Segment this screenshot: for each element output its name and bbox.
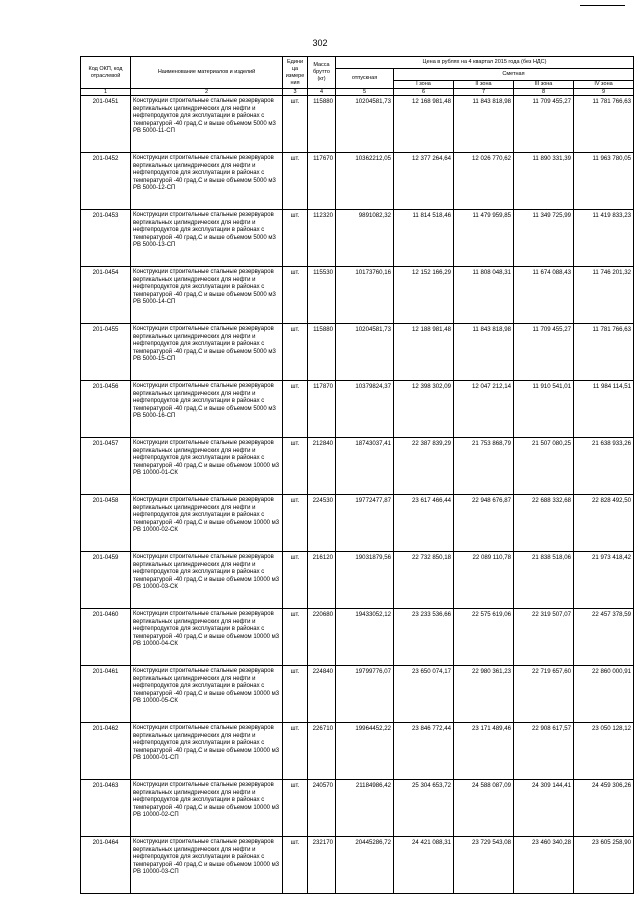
header-zone-4: IV зона: [574, 81, 634, 89]
row-zone-4-price: 11 781 766,63: [574, 96, 634, 153]
row-unit: шт.: [283, 324, 308, 381]
row-zone-3-price: 22 719 657,60: [514, 666, 574, 723]
row-release-price: 10379824,37: [336, 381, 394, 438]
row-name: Конструкции строительные стальные резервуаров вертикальных цилиндрических для нефти и нефтепродуктов для эксплуатации в районах с температурой -40 град.С и выше объемом 10000 м3 РВ 10000-02-СК: [131, 495, 283, 552]
header-zone-3: III зона: [514, 81, 574, 89]
row-unit: шт.: [283, 723, 308, 780]
column-index: 9: [574, 89, 634, 96]
row-zone-2-price: 11 808 048,31: [454, 267, 514, 324]
row-zone-2-price: 22 948 676,87: [454, 495, 514, 552]
header-zone-1: I зона: [394, 81, 454, 89]
row-mass: 115530: [308, 267, 336, 324]
table-row: [81, 381, 634, 438]
table-row: [81, 153, 634, 210]
row-code: 201-0454: [81, 267, 131, 324]
table-row: [81, 267, 634, 324]
row-release-price: 9891082,32: [336, 210, 394, 267]
row-zone-3-price: 11 674 088,43: [514, 267, 574, 324]
row-code: 201-0462: [81, 723, 131, 780]
row-mass: 115880: [308, 324, 336, 381]
row-zone-4-price: 11 781 766,63: [574, 324, 634, 381]
header-estimate: Сметная: [394, 69, 634, 81]
column-index: 6: [394, 89, 454, 96]
row-release-price: 18743037,41: [336, 438, 394, 495]
row-zone-1-price: 12 152 166,29: [394, 267, 454, 324]
row-code: 201-0463: [81, 780, 131, 837]
row-name: Конструкции строительные стальные резервуаров вертикальных цилиндрических для нефти и нефтепродуктов для эксплуатации в районах с температурой -40 град.С и выше объемом 10000 м3 РВ 10000-05-СК: [131, 666, 283, 723]
column-index: 3: [283, 89, 308, 96]
row-release-price: 19433052,12: [336, 609, 394, 666]
row-unit: шт.: [283, 666, 308, 723]
row-unit: шт.: [283, 210, 308, 267]
row-zone-1-price: 25 304 653,72: [394, 780, 454, 837]
row-name: Конструкции строительные стальные резервуаров вертикальных цилиндрических для нефти и нефтепродуктов для эксплуатации в районах с температурой -40 град.С и выше объемом 5000 м3 РВ 5000-13-СП: [131, 210, 283, 267]
price-table: [80, 56, 634, 894]
row-name: Конструкции строительные стальные резервуаров вертикальных цилиндрических для нефти и нефтепродуктов для эксплуатации в районах с температурой -40 град.С и выше объемом 5000 м3 РВ 5000-11-СП: [131, 96, 283, 153]
row-zone-3-price: 11 890 331,39: [514, 153, 574, 210]
row-zone-3-price: 22 319 507,07: [514, 609, 574, 666]
row-mass: 224840: [308, 666, 336, 723]
row-zone-4-price: 11 419 833,23: [574, 210, 634, 267]
row-zone-1-price: 23 846 772,44: [394, 723, 454, 780]
row-mass: 240570: [308, 780, 336, 837]
row-zone-2-price: 22 980 361,23: [454, 666, 514, 723]
row-zone-2-price: 11 843 818,98: [454, 324, 514, 381]
row-release-price: 19964452,22: [336, 723, 394, 780]
row-zone-3-price: 11 349 725,99: [514, 210, 574, 267]
header-mass: Масса брутто (кг): [308, 57, 336, 89]
row-zone-3-price: 24 309 144,41: [514, 780, 574, 837]
row-code: 201-0452: [81, 153, 131, 210]
row-zone-1-price: 23 617 466,44: [394, 495, 454, 552]
row-zone-1-price: 12 188 981,48: [394, 324, 454, 381]
header-price-group: Цена в рублях на 4 квартал 2015 года (без НДС): [336, 57, 634, 69]
row-zone-4-price: 21 638 933,26: [574, 438, 634, 495]
row-zone-2-price: 22 089 110,78: [454, 552, 514, 609]
row-zone-2-price: 23 171 489,46: [454, 723, 514, 780]
row-unit: шт.: [283, 552, 308, 609]
row-release-price: 20445286,72: [336, 837, 394, 894]
row-zone-3-price: 23 460 340,28: [514, 837, 574, 894]
table-row: [81, 96, 634, 153]
row-zone-1-price: 24 421 088,31: [394, 837, 454, 894]
row-zone-2-price: 22 575 619,06: [454, 609, 514, 666]
row-zone-3-price: 21 838 518,06: [514, 552, 574, 609]
table-row: [81, 609, 634, 666]
column-index: 7: [454, 89, 514, 96]
row-unit: шт.: [283, 267, 308, 324]
row-release-price: 10204581,73: [336, 96, 394, 153]
row-release-price: 10204581,73: [336, 324, 394, 381]
row-zone-2-price: 24 588 087,09: [454, 780, 514, 837]
column-index: 4: [308, 89, 336, 96]
row-zone-3-price: 22 688 332,68: [514, 495, 574, 552]
row-unit: шт.: [283, 381, 308, 438]
table-row: [81, 324, 634, 381]
row-name: Конструкции строительные стальные резервуаров вертикальных цилиндрических для нефти и нефтепродуктов для эксплуатации в районах с температурой -40 град.С и выше объемом 10000 м3 РВ 10000-01-СП: [131, 723, 283, 780]
row-mass: 117870: [308, 381, 336, 438]
row-release-price: 21184986,42: [336, 780, 394, 837]
header-unit: Едини ца измере ния: [283, 57, 308, 89]
row-release-price: 10173760,16: [336, 267, 394, 324]
table-row: [81, 780, 634, 837]
row-code: 201-0458: [81, 495, 131, 552]
row-code: 201-0453: [81, 210, 131, 267]
row-name: Конструкции строительные стальные резервуаров вертикальных цилиндрических для нефти и нефтепродуктов для эксплуатации в районах с температурой -40 град.С и выше объемом 5000 м3 РВ 5000-16-СП: [131, 381, 283, 438]
row-mass: 232170: [308, 837, 336, 894]
row-unit: шт.: [283, 780, 308, 837]
row-mass: 212840: [308, 438, 336, 495]
header-release: отпускная: [336, 69, 394, 89]
row-zone-2-price: 11 843 818,98: [454, 96, 514, 153]
row-name: Конструкции строительные стальные резервуаров вертикальных цилиндрических для нефти и нефтепродуктов для эксплуатации в районах с температурой -40 град.С и выше объемом 5000 м3 РВ 5000-14-СП: [131, 267, 283, 324]
row-zone-4-price: 11 984 114,51: [574, 381, 634, 438]
header-code: Код ОКП, код отраслевой: [81, 57, 131, 89]
row-zone-4-price: 22 828 492,50: [574, 495, 634, 552]
row-code: 201-0451: [81, 96, 131, 153]
table-row: [81, 723, 634, 780]
row-zone-1-price: 12 168 981,48: [394, 96, 454, 153]
row-zone-1-price: 11 814 518,46: [394, 210, 454, 267]
row-zone-3-price: 22 908 617,57: [514, 723, 574, 780]
row-zone-4-price: 24 459 306,26: [574, 780, 634, 837]
row-unit: шт.: [283, 96, 308, 153]
row-zone-2-price: 21 753 868,79: [454, 438, 514, 495]
header-zone-2: II зона: [454, 81, 514, 89]
row-zone-1-price: 23 650 074,17: [394, 666, 454, 723]
row-zone-1-price: 22 732 850,18: [394, 552, 454, 609]
row-zone-1-price: 22 387 839,29: [394, 438, 454, 495]
header-name: Наименование материалов и изделий: [131, 57, 283, 89]
table-row: [81, 666, 634, 723]
row-zone-3-price: 21 507 080,25: [514, 438, 574, 495]
row-unit: шт.: [283, 609, 308, 666]
row-code: 201-0455: [81, 324, 131, 381]
row-mass: 224530: [308, 495, 336, 552]
row-zone-1-price: 12 398 302,09: [394, 381, 454, 438]
row-name: Конструкции строительные стальные резервуаров вертикальных цилиндрических для нефти и нефтепродуктов для эксплуатации в районах с температурой -40 град.С и выше объемом 10000 м3 РВ 10000-04-СК: [131, 609, 283, 666]
row-release-price: 19799776,07: [336, 666, 394, 723]
row-release-price: 19031879,56: [336, 552, 394, 609]
row-zone-3-price: 11 709 455,27: [514, 96, 574, 153]
corner-rule: [580, 5, 625, 6]
page-number: 302: [312, 38, 328, 48]
column-index: 8: [514, 89, 574, 96]
row-zone-4-price: 22 457 378,59: [574, 609, 634, 666]
row-zone-4-price: 22 860 000,91: [574, 666, 634, 723]
table-row: [81, 837, 634, 894]
row-release-price: 10362212,05: [336, 153, 394, 210]
row-zone-1-price: 23 233 536,66: [394, 609, 454, 666]
row-zone-2-price: 12 026 770,62: [454, 153, 514, 210]
row-mass: 226710: [308, 723, 336, 780]
row-zone-2-price: 23 729 543,08: [454, 837, 514, 894]
row-zone-3-price: 11 709 455,27: [514, 324, 574, 381]
row-code: 201-0457: [81, 438, 131, 495]
row-name: Конструкции строительные стальные резервуаров вертикальных цилиндрических для нефти и нефтепродуктов для эксплуатации в районах с температурой -40 град.С и выше объемом 10000 м3 РВ 10000-03-СП: [131, 837, 283, 894]
table-row: [81, 495, 634, 552]
row-zone-2-price: 12 047 212,14: [454, 381, 514, 438]
row-name: Конструкции строительные стальные резервуаров вертикальных цилиндрических для нефти и нефтепродуктов для эксплуатации в районах с температурой -40 град.С и выше объемом 10000 м3 РВ 10000-01-СК: [131, 438, 283, 495]
row-mass: 220680: [308, 609, 336, 666]
row-mass: 112320: [308, 210, 336, 267]
column-index: 2: [131, 89, 283, 96]
column-index: 5: [336, 89, 394, 96]
table-row: [81, 438, 634, 495]
table-header: [81, 57, 634, 89]
row-zone-4-price: 11 746 201,32: [574, 267, 634, 324]
row-zone-2-price: 11 479 959,85: [454, 210, 514, 267]
row-zone-1-price: 12 377 264,64: [394, 153, 454, 210]
row-mass: 115880: [308, 96, 336, 153]
row-zone-4-price: 11 963 780,05: [574, 153, 634, 210]
row-zone-4-price: 23 605 258,90: [574, 837, 634, 894]
row-name: Конструкции строительные стальные резервуаров вертикальных цилиндрических для нефти и нефтепродуктов для эксплуатации в районах с температурой -40 град.С и выше объемом 10000 м3 РВ 10000-02-СП: [131, 780, 283, 837]
table-body: [81, 96, 634, 894]
row-name: Конструкции строительные стальные резервуаров вертикальных цилиндрических для нефти и нефтепродуктов для эксплуатации в районах с температурой -40 град.С и выше объемом 10000 м3 РВ 10000-03-СК: [131, 552, 283, 609]
row-unit: шт.: [283, 438, 308, 495]
row-zone-4-price: 21 973 418,42: [574, 552, 634, 609]
table-row: [81, 210, 634, 267]
table-row: [81, 552, 634, 609]
row-code: 201-0460: [81, 609, 131, 666]
row-code: 201-0456: [81, 381, 131, 438]
row-mass: 117670: [308, 153, 336, 210]
row-code: 201-0461: [81, 666, 131, 723]
row-code: 201-0464: [81, 837, 131, 894]
row-zone-3-price: 11 910 541,01: [514, 381, 574, 438]
row-release-price: 19772477,87: [336, 495, 394, 552]
column-index-row: [81, 89, 634, 96]
row-unit: шт.: [283, 837, 308, 894]
row-zone-4-price: 23 050 128,12: [574, 723, 634, 780]
column-index: 1: [81, 89, 131, 96]
row-unit: шт.: [283, 495, 308, 552]
row-name: Конструкции строительные стальные резервуаров вертикальных цилиндрических для нефти и нефтепродуктов для эксплуатации в районах с температурой -40 град.С и выше объемом 5000 м3 РВ 5000-12-СП: [131, 153, 283, 210]
row-code: 201-0459: [81, 552, 131, 609]
row-name: Конструкции строительные стальные резервуаров вертикальных цилиндрических для нефти и нефтепродуктов для эксплуатации в районах с температурой -40 град.С и выше объемом 5000 м3 РВ 5000-15-СП: [131, 324, 283, 381]
row-mass: 216120: [308, 552, 336, 609]
row-unit: шт.: [283, 153, 308, 210]
